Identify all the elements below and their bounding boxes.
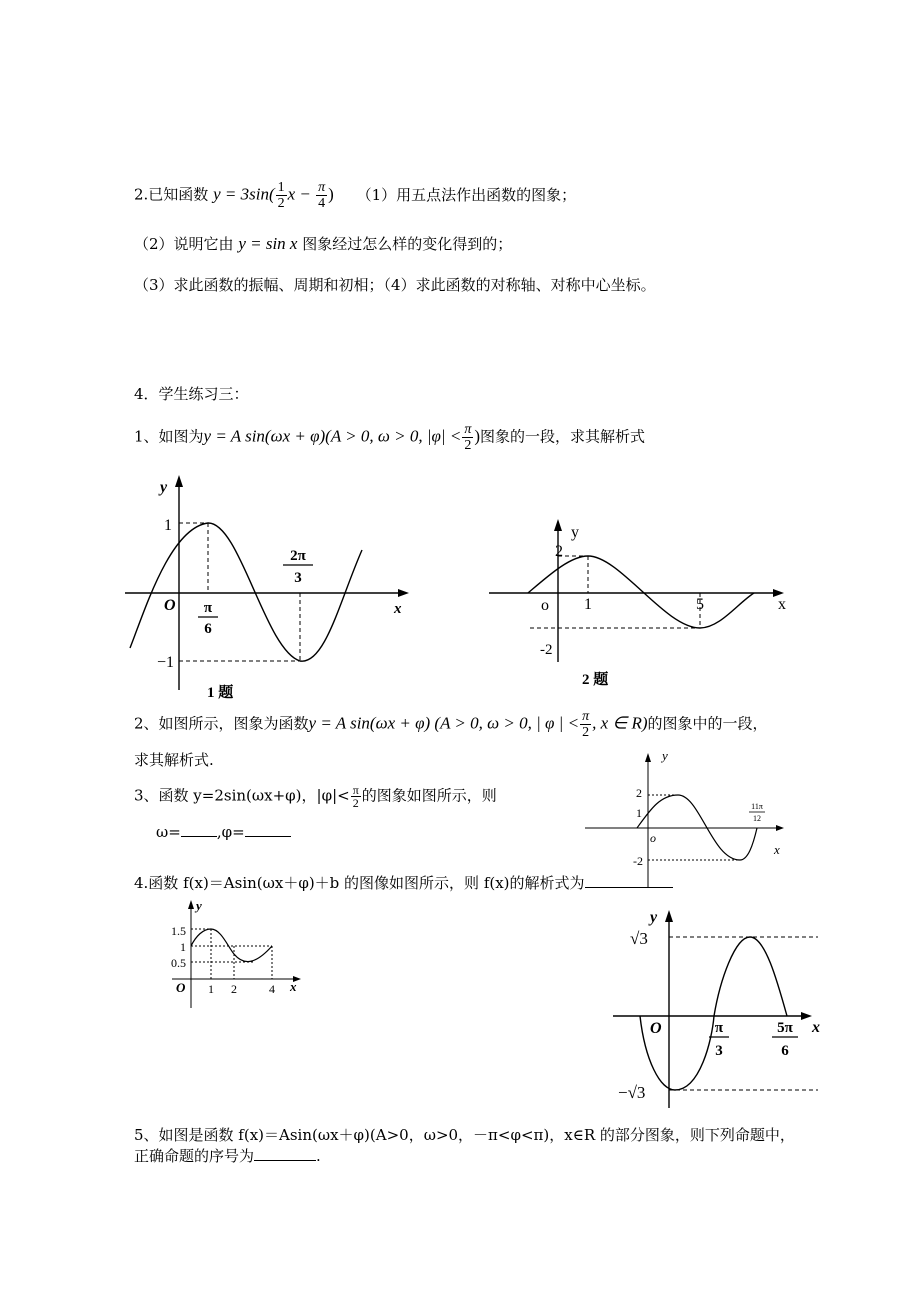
fig1-origin: O	[164, 597, 176, 614]
fig4-x-4: 4	[269, 982, 275, 996]
fig2-x-label: x	[778, 596, 786, 613]
fig5-sqrt3: √3	[630, 929, 648, 948]
fig5-neg-sqrt3: −√3	[618, 1083, 646, 1102]
fig1-three: 3	[294, 570, 302, 586]
fig5-x-label: x	[812, 1019, 820, 1036]
fig1-pi: π	[203, 600, 213, 616]
p2-line2: 求其解析式.	[134, 751, 214, 769]
p5-answer-blank[interactable]	[254, 1160, 316, 1161]
p3-line1: 3、函数 y=2sin(ωx+φ)，|φ|< $\frac{\pi}{2}$ 的图象如图所示，则	[134, 783, 497, 810]
q2-line3: （3）求此函数的振幅、周期和初相；（4）求此函数的对称轴、对称中心坐标。	[134, 276, 656, 294]
fig4-x-2: 2	[231, 982, 237, 996]
p4-line: 4.函数 f(x)＝Asin(ωx＋φ)＋b 的图像如图所示，则 f(x)的解析式为	[134, 872, 673, 893]
practice-heading: 4．学生练习三：	[134, 385, 249, 403]
fig1-x-label: x	[394, 601, 402, 617]
fig3-tick-1: 1	[636, 806, 642, 820]
figure-4	[165, 895, 305, 1010]
fig5-three: 3	[715, 1043, 723, 1059]
fig5-origin: O	[650, 1020, 662, 1037]
fig4-tick-05: 0.5	[171, 956, 186, 970]
p5-line2: 正确命题的序号为 .	[134, 1147, 321, 1165]
q2-prefix: 2.已知函数	[134, 185, 209, 204]
fig2-tick-1: 1	[584, 596, 592, 613]
figure-1	[120, 470, 420, 705]
q2-frac-pi4: $\frac{\pi}{4}$	[318, 180, 326, 211]
omega-blank[interactable]	[181, 836, 217, 837]
fig2-caption: 2 题	[582, 672, 609, 688]
fig4-origin: O	[176, 980, 186, 995]
fig2-y-label: y	[571, 524, 579, 541]
fig4-y-label: y	[196, 898, 202, 913]
fig1-y-label: y	[160, 479, 168, 496]
fig1-tick-1: 1	[164, 517, 172, 534]
fig2-tick-2: 2	[555, 543, 563, 560]
fig3-origin: o	[650, 831, 656, 845]
fig3-twelve: 12	[753, 814, 761, 823]
q2-frac-half: $\frac{1}{2}$	[277, 180, 285, 211]
q2-line2: （2）说明它由 y = sin x 图象经过怎么样的变化得到的；	[134, 234, 513, 253]
q2-eq-mid: x −	[287, 184, 316, 204]
fig3-tick-2: 2	[636, 786, 642, 800]
fig4-tick-15: 1.5	[171, 924, 186, 938]
fig2-tick-neg2: -2	[540, 642, 553, 658]
fig1-caption: 1 题	[207, 685, 234, 701]
fig1-six: 6	[204, 621, 212, 637]
figure-2	[485, 515, 795, 695]
figure-5	[610, 900, 830, 1110]
fig3-tick-neg2: -2	[633, 854, 643, 868]
fig2-tick-5: 5	[696, 596, 704, 613]
fig1-tick-neg1: −1	[157, 654, 175, 671]
fig3-x-label: x	[774, 842, 780, 857]
p5-line1: 5、如图是函数 f(x)＝Asin(ωx＋φ)(A>0，ω>0，－π<φ<π)，x∈R 的部分图象，则下列命题中，	[134, 1126, 795, 1144]
fig5-five-pi: 5π	[777, 1020, 793, 1036]
fig5-six: 6	[781, 1043, 789, 1059]
fig3-eleven-pi: 11π	[751, 802, 763, 811]
p3-line2: ω= ,φ=	[156, 823, 291, 841]
fig4-x-1: 1	[208, 982, 214, 996]
fig2-origin: o	[541, 597, 549, 614]
fig1-two-pi: 2π	[290, 548, 306, 564]
fig5-y-label: y	[650, 909, 658, 926]
fig5-pi: π	[714, 1020, 724, 1036]
figure-3	[580, 745, 790, 890]
q2-part2-eq: y = sin x	[238, 234, 298, 253]
p2-line1: 2、如图所示，图象为函数y = A sin(ωx + φ) (A > 0, ω > 0, | φ | < $\frac{\pi}{2}$ , x ∈ R)的图象中的一段，	[134, 709, 768, 740]
fig4-x-label: x	[290, 979, 297, 994]
q2-eq-lhs: y = 3sin(	[213, 184, 275, 204]
q2-part1: （1）用五点法作出函数的图象；	[356, 185, 577, 204]
p4-answer-blank[interactable]	[585, 887, 673, 888]
fig3-y-label: y	[662, 748, 668, 763]
p1-line: 1、如图为y = A sin(ωx + φ)(A > 0, ω > 0, |φ| < $\frac{\pi}{2}$ )图象的一段，求其解析式	[134, 422, 646, 453]
phi-blank[interactable]	[245, 836, 291, 837]
fig4-tick-1: 1	[180, 940, 186, 954]
q2-line1: 2.已知函数 y = 3sin( $\frac{1}{2}$ x − $\frac{\pi}{4}$ ) （1）用五点法作出函数的图象；	[134, 180, 577, 211]
